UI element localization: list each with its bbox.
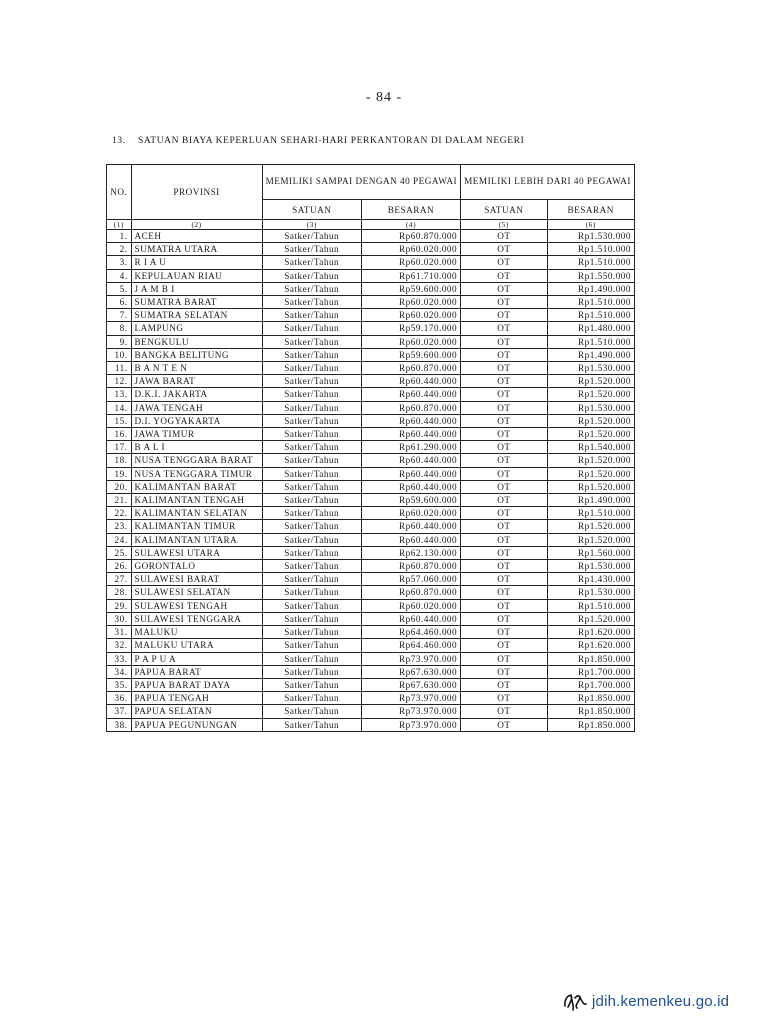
row-number: 11.	[107, 362, 132, 375]
table-row	[107, 362, 635, 375]
province-name: SUMATRA UTARA	[131, 243, 262, 256]
province-name: JAWA TENGAH	[131, 401, 262, 414]
table-row	[107, 665, 635, 678]
unit-over-40: OT	[461, 428, 547, 441]
row-number: 28.	[107, 586, 132, 599]
amount-up-to-40: Rp59.600.000	[361, 348, 460, 361]
table-row	[107, 335, 635, 348]
row-number: 26.	[107, 560, 132, 573]
unit-up-to-40: Satker/Tahun	[262, 414, 361, 427]
table-row	[107, 388, 635, 401]
table-row	[107, 599, 635, 612]
unit-over-40: OT	[461, 401, 547, 414]
amount-over-40: Rp1.510.000	[547, 243, 635, 256]
amount-over-40: Rp1.490.000	[547, 494, 635, 507]
unit-over-40: OT	[461, 480, 547, 493]
unit-up-to-40: Satker/Tahun	[262, 388, 361, 401]
amount-up-to-40: Rp60.020.000	[361, 507, 460, 520]
province-name: SUMATRA SELATAN	[131, 309, 262, 322]
amount-up-to-40: Rp60.020.000	[361, 256, 460, 269]
table-header	[107, 165, 635, 230]
row-number: 5.	[107, 282, 132, 295]
amount-up-to-40: Rp60.020.000	[361, 296, 460, 309]
amount-over-40: Rp1.550.000	[547, 269, 635, 282]
province-name: PAPUA BARAT DAYA	[131, 678, 262, 691]
unit-over-40: OT	[461, 546, 547, 559]
amount-over-40: Rp1.520.000	[547, 480, 635, 493]
unit-over-40: OT	[461, 441, 547, 454]
amount-up-to-40: Rp60.020.000	[361, 335, 460, 348]
province-name: SULAWESI BARAT	[131, 573, 262, 586]
table-row	[107, 401, 635, 414]
table-row	[107, 520, 635, 533]
unit-over-40: OT	[461, 520, 547, 533]
unit-over-40: OT	[461, 362, 547, 375]
amount-up-to-40: Rp60.020.000	[361, 599, 460, 612]
amount-over-40: Rp1.560.000	[547, 546, 635, 559]
province-name: NUSA TENGGARA BARAT	[131, 454, 262, 467]
row-number: 12.	[107, 375, 132, 388]
table-row	[107, 230, 635, 243]
unit-over-40: OT	[461, 507, 547, 520]
row-number: 29.	[107, 599, 132, 612]
amount-up-to-40: Rp60.870.000	[361, 230, 460, 243]
table-row	[107, 454, 635, 467]
unit-up-to-40: Satker/Tahun	[262, 269, 361, 282]
amount-up-to-40: Rp59.600.000	[361, 494, 460, 507]
province-name: SUMATRA BARAT	[131, 296, 262, 309]
table-row	[107, 375, 635, 388]
amount-up-to-40: Rp67.630.000	[361, 665, 460, 678]
amount-up-to-40: Rp60.440.000	[361, 414, 460, 427]
unit-over-40: OT	[461, 375, 547, 388]
header-satuan-1: SATUAN	[262, 200, 361, 220]
amount-up-to-40: Rp60.020.000	[361, 243, 460, 256]
amount-over-40: Rp1.520.000	[547, 414, 635, 427]
column-index: (4)	[361, 220, 460, 230]
amount-up-to-40: Rp73.970.000	[361, 705, 460, 718]
section-number: 13.	[112, 136, 126, 146]
unit-over-40: OT	[461, 335, 547, 348]
amount-over-40: Rp1.620.000	[547, 639, 635, 652]
province-name: PAPUA PEGUNUNGAN	[131, 718, 262, 731]
unit-up-to-40: Satker/Tahun	[262, 507, 361, 520]
unit-up-to-40: Satker/Tahun	[262, 705, 361, 718]
unit-over-40: OT	[461, 454, 547, 467]
unit-over-40: OT	[461, 388, 547, 401]
province-name: PAPUA BARAT	[131, 665, 262, 678]
amount-up-to-40: Rp60.440.000	[361, 375, 460, 388]
amount-over-40: Rp1.490.000	[547, 348, 635, 361]
row-number: 3.	[107, 256, 132, 269]
amount-up-to-40: Rp60.440.000	[361, 428, 460, 441]
table-row	[107, 507, 635, 520]
unit-up-to-40: Satker/Tahun	[262, 612, 361, 625]
unit-over-40: OT	[461, 612, 547, 625]
province-name: MALUKU UTARA	[131, 639, 262, 652]
unit-over-40: OT	[461, 230, 547, 243]
unit-up-to-40: Satker/Tahun	[262, 243, 361, 256]
table-row	[107, 480, 635, 493]
table-row	[107, 269, 635, 282]
unit-over-40: OT	[461, 309, 547, 322]
province-name: LAMPUNG	[131, 322, 262, 335]
header-group-up-to-40: MEMILIKI SAMPAI DENGAN 40 PEGAWAI	[262, 165, 461, 200]
row-number: 36.	[107, 692, 132, 705]
amount-up-to-40: Rp60.440.000	[361, 454, 460, 467]
unit-up-to-40: Satker/Tahun	[262, 362, 361, 375]
row-number: 16.	[107, 428, 132, 441]
province-name: MALUKU	[131, 626, 262, 639]
unit-up-to-40: Satker/Tahun	[262, 256, 361, 269]
table-row	[107, 441, 635, 454]
table-row	[107, 692, 635, 705]
province-name: JAWA BARAT	[131, 375, 262, 388]
row-number: 6.	[107, 296, 132, 309]
amount-over-40: Rp1.530.000	[547, 230, 635, 243]
table-row	[107, 309, 635, 322]
table-row	[107, 678, 635, 691]
unit-over-40: OT	[461, 494, 547, 507]
table-row	[107, 573, 635, 586]
unit-up-to-40: Satker/Tahun	[262, 375, 361, 388]
amount-over-40: Rp1.530.000	[547, 586, 635, 599]
section-title	[112, 136, 524, 146]
amount-over-40: Rp1.700.000	[547, 678, 635, 691]
amount-over-40: Rp1.490.000	[547, 282, 635, 295]
unit-up-to-40: Satker/Tahun	[262, 494, 361, 507]
table-row	[107, 546, 635, 559]
table-row	[107, 467, 635, 480]
row-number: 27.	[107, 573, 132, 586]
column-index: (1)	[107, 220, 132, 230]
unit-up-to-40: Satker/Tahun	[262, 348, 361, 361]
amount-up-to-40: Rp60.870.000	[361, 560, 460, 573]
unit-up-to-40: Satker/Tahun	[262, 626, 361, 639]
amount-up-to-40: Rp57.060.000	[361, 573, 460, 586]
row-number: 10.	[107, 348, 132, 361]
table-row	[107, 718, 635, 731]
province-name: KALIMANTAN SELATAN	[131, 507, 262, 520]
row-number: 35.	[107, 678, 132, 691]
province-name: PAPUA SELATAN	[131, 705, 262, 718]
province-name: D.K.I. JAKARTA	[131, 388, 262, 401]
amount-up-to-40: Rp60.020.000	[361, 309, 460, 322]
unit-over-40: OT	[461, 348, 547, 361]
unit-up-to-40: Satker/Tahun	[262, 230, 361, 243]
unit-up-to-40: Satker/Tahun	[262, 586, 361, 599]
unit-over-40: OT	[461, 718, 547, 731]
table-row	[107, 282, 635, 295]
unit-up-to-40: Satker/Tahun	[262, 546, 361, 559]
header-provinsi: PROVINSI	[131, 165, 262, 220]
unit-up-to-40: Satker/Tahun	[262, 599, 361, 612]
amount-over-40: Rp1.520.000	[547, 533, 635, 546]
unit-up-to-40: Satker/Tahun	[262, 401, 361, 414]
row-number: 15.	[107, 414, 132, 427]
amount-over-40: Rp1.480.000	[547, 322, 635, 335]
row-number: 21.	[107, 494, 132, 507]
province-name: D.I. YOGYAKARTA	[131, 414, 262, 427]
amount-over-40: Rp1.510.000	[547, 309, 635, 322]
province-name: J A M B I	[131, 282, 262, 295]
header-besaran-2: BESARAN	[547, 200, 635, 220]
unit-over-40: OT	[461, 678, 547, 691]
unit-up-to-40: Satker/Tahun	[262, 533, 361, 546]
footer-logo	[562, 990, 729, 1012]
amount-over-40: Rp1.520.000	[547, 612, 635, 625]
table-row	[107, 256, 635, 269]
amount-up-to-40: Rp60.440.000	[361, 612, 460, 625]
table-row	[107, 652, 635, 665]
column-index: (3)	[262, 220, 361, 230]
table-row	[107, 639, 635, 652]
amount-over-40: Rp1.520.000	[547, 520, 635, 533]
header-besaran-1: BESARAN	[361, 200, 460, 220]
amount-over-40: Rp1.520.000	[547, 467, 635, 480]
amount-up-to-40: Rp59.170.000	[361, 322, 460, 335]
unit-over-40: OT	[461, 573, 547, 586]
province-name: KEPULAUAN RIAU	[131, 269, 262, 282]
column-index: (6)	[547, 220, 635, 230]
amount-up-to-40: Rp64.460.000	[361, 626, 460, 639]
province-name: ACEH	[131, 230, 262, 243]
amount-up-to-40: Rp73.970.000	[361, 692, 460, 705]
row-number: 14.	[107, 401, 132, 414]
row-number: 19.	[107, 467, 132, 480]
row-number: 33.	[107, 652, 132, 665]
amount-over-40: Rp1.510.000	[547, 335, 635, 348]
unit-up-to-40: Satker/Tahun	[262, 480, 361, 493]
row-number: 2.	[107, 243, 132, 256]
amount-over-40: Rp1.530.000	[547, 401, 635, 414]
province-name: SULAWESI TENGAH	[131, 599, 262, 612]
province-name: B A L I	[131, 441, 262, 454]
row-number: 8.	[107, 322, 132, 335]
unit-up-to-40: Satker/Tahun	[262, 335, 361, 348]
unit-up-to-40: Satker/Tahun	[262, 652, 361, 665]
unit-up-to-40: Satker/Tahun	[262, 718, 361, 731]
rates-table	[106, 164, 635, 732]
amount-up-to-40: Rp60.440.000	[361, 467, 460, 480]
province-name: NUSA TENGGARA TIMUR	[131, 467, 262, 480]
unit-over-40: OT	[461, 692, 547, 705]
amount-over-40: Rp1.520.000	[547, 388, 635, 401]
amount-over-40: Rp1.510.000	[547, 296, 635, 309]
amount-over-40: Rp1.530.000	[547, 560, 635, 573]
unit-up-to-40: Satker/Tahun	[262, 441, 361, 454]
province-name: BENGKULU	[131, 335, 262, 348]
amount-over-40: Rp1.430.000	[547, 573, 635, 586]
row-number: 31.	[107, 626, 132, 639]
row-number: 13.	[107, 388, 132, 401]
amount-up-to-40: Rp60.440.000	[361, 480, 460, 493]
row-number: 23.	[107, 520, 132, 533]
table-row	[107, 612, 635, 625]
unit-up-to-40: Satker/Tahun	[262, 282, 361, 295]
unit-up-to-40: Satker/Tahun	[262, 639, 361, 652]
unit-over-40: OT	[461, 322, 547, 335]
amount-over-40: Rp1.510.000	[547, 599, 635, 612]
header-no: NO.	[107, 165, 132, 220]
unit-up-to-40: Satker/Tahun	[262, 428, 361, 441]
unit-over-40: OT	[461, 533, 547, 546]
amount-over-40: Rp1.510.000	[547, 256, 635, 269]
unit-over-40: OT	[461, 599, 547, 612]
header-satuan-2: SATUAN	[461, 200, 547, 220]
amount-up-to-40: Rp60.870.000	[361, 586, 460, 599]
unit-over-40: OT	[461, 639, 547, 652]
column-index-row	[107, 220, 635, 230]
amount-up-to-40: Rp67.630.000	[361, 678, 460, 691]
row-number: 9.	[107, 335, 132, 348]
amount-over-40: Rp1.850.000	[547, 692, 635, 705]
section-title-text: SATUAN BIAYA KEPERLUAN SEHARI-HARI PERKANTORAN DI DALAM NEGERI	[138, 136, 525, 146]
province-name: GORONTALO	[131, 560, 262, 573]
amount-over-40: Rp1.850.000	[547, 705, 635, 718]
amount-up-to-40: Rp62.130.000	[361, 546, 460, 559]
row-number: 22.	[107, 507, 132, 520]
unit-over-40: OT	[461, 665, 547, 678]
unit-over-40: OT	[461, 586, 547, 599]
row-number: 18.	[107, 454, 132, 467]
amount-over-40: Rp1.520.000	[547, 428, 635, 441]
amount-up-to-40: Rp60.870.000	[361, 401, 460, 414]
unit-over-40: OT	[461, 256, 547, 269]
amount-up-to-40: Rp60.870.000	[361, 362, 460, 375]
jdih-logo-icon	[562, 990, 588, 1012]
row-number: 1.	[107, 230, 132, 243]
unit-up-to-40: Satker/Tahun	[262, 467, 361, 480]
row-number: 38.	[107, 718, 132, 731]
page-number: - 84 -	[365, 90, 403, 105]
table-body	[107, 230, 635, 732]
province-name: P A P U A	[131, 652, 262, 665]
unit-over-40: OT	[461, 282, 547, 295]
unit-over-40: OT	[461, 626, 547, 639]
unit-over-40: OT	[461, 560, 547, 573]
province-name: SULAWESI UTARA	[131, 546, 262, 559]
amount-over-40: Rp1.700.000	[547, 665, 635, 678]
province-name: BANGKA BELITUNG	[131, 348, 262, 361]
column-index: (5)	[461, 220, 547, 230]
amount-over-40: Rp1.850.000	[547, 718, 635, 731]
amount-over-40: Rp1.510.000	[547, 507, 635, 520]
table-row	[107, 348, 635, 361]
table-row	[107, 414, 635, 427]
row-number: 30.	[107, 612, 132, 625]
unit-up-to-40: Satker/Tahun	[262, 296, 361, 309]
unit-up-to-40: Satker/Tahun	[262, 454, 361, 467]
footer-url[interactable]: jdih.kemenkeu.go.id	[592, 992, 730, 1010]
province-name: SULAWESI TENGGARA	[131, 612, 262, 625]
amount-over-40: Rp1.620.000	[547, 626, 635, 639]
amount-up-to-40: Rp60.440.000	[361, 520, 460, 533]
table-row	[107, 626, 635, 639]
amount-up-to-40: Rp73.970.000	[361, 718, 460, 731]
amount-over-40: Rp1.530.000	[547, 362, 635, 375]
unit-over-40: OT	[461, 243, 547, 256]
unit-up-to-40: Satker/Tahun	[262, 573, 361, 586]
province-name: R I A U	[131, 256, 262, 269]
province-name: SULAWESI SELATAN	[131, 586, 262, 599]
amount-up-to-40: Rp60.440.000	[361, 388, 460, 401]
amount-over-40: Rp1.540.000	[547, 441, 635, 454]
unit-over-40: OT	[461, 467, 547, 480]
province-name: B A N T E N	[131, 362, 262, 375]
row-number: 32.	[107, 639, 132, 652]
amount-over-40: Rp1.850.000	[547, 652, 635, 665]
unit-over-40: OT	[461, 296, 547, 309]
table-row	[107, 560, 635, 573]
unit-up-to-40: Satker/Tahun	[262, 309, 361, 322]
province-name: KALIMANTAN BARAT	[131, 480, 262, 493]
table-row	[107, 243, 635, 256]
amount-up-to-40: Rp61.710.000	[361, 269, 460, 282]
amount-over-40: Rp1.520.000	[547, 375, 635, 388]
province-name: KALIMANTAN TENGAH	[131, 494, 262, 507]
unit-up-to-40: Satker/Tahun	[262, 560, 361, 573]
table-row	[107, 428, 635, 441]
row-number: 7.	[107, 309, 132, 322]
table-row	[107, 586, 635, 599]
unit-up-to-40: Satker/Tahun	[262, 678, 361, 691]
row-number: 24.	[107, 533, 132, 546]
table-row	[107, 533, 635, 546]
amount-up-to-40: Rp59.600.000	[361, 282, 460, 295]
amount-up-to-40: Rp60.440.000	[361, 533, 460, 546]
row-number: 37.	[107, 705, 132, 718]
unit-over-40: OT	[461, 269, 547, 282]
unit-over-40: OT	[461, 652, 547, 665]
amount-over-40: Rp1.520.000	[547, 454, 635, 467]
unit-over-40: OT	[461, 414, 547, 427]
table-row	[107, 296, 635, 309]
table-row	[107, 494, 635, 507]
table-row	[107, 705, 635, 718]
amount-up-to-40: Rp64.460.000	[361, 639, 460, 652]
province-name: KALIMANTAN UTARA	[131, 533, 262, 546]
unit-over-40: OT	[461, 705, 547, 718]
row-number: 17.	[107, 441, 132, 454]
table-row	[107, 322, 635, 335]
unit-up-to-40: Satker/Tahun	[262, 692, 361, 705]
header-group-over-40: MEMILIKI LEBIH DARI 40 PEGAWAI	[461, 165, 635, 200]
row-number: 25.	[107, 546, 132, 559]
row-number: 20.	[107, 480, 132, 493]
province-name: JAWA TIMUR	[131, 428, 262, 441]
column-index: (2)	[131, 220, 262, 230]
row-number: 4.	[107, 269, 132, 282]
amount-up-to-40: Rp61.290.000	[361, 441, 460, 454]
province-name: KALIMANTAN TIMUR	[131, 520, 262, 533]
unit-up-to-40: Satker/Tahun	[262, 322, 361, 335]
unit-up-to-40: Satker/Tahun	[262, 520, 361, 533]
amount-up-to-40: Rp73.970.000	[361, 652, 460, 665]
row-number: 34.	[107, 665, 132, 678]
province-name: PAPUA TENGAH	[131, 692, 262, 705]
unit-up-to-40: Satker/Tahun	[262, 665, 361, 678]
